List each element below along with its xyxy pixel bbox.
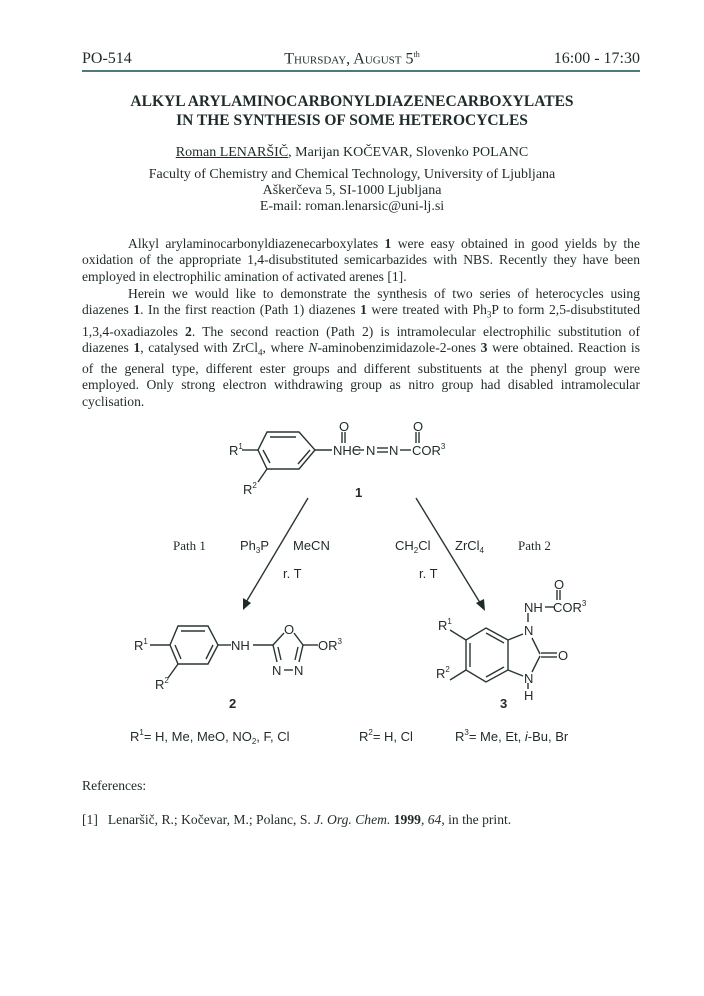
substituents-r1: $R^1= H$, Me, MeO, $NO_2$, F, Cl <box>130 728 290 746</box>
session-day-suffix: th <box>413 50 420 59</box>
co-authors: , Marijan KOČEVAR, Slovenko POLANC <box>288 145 529 160</box>
path-1-condition: r. T <box>283 566 302 581</box>
text-run: . In the first reaction (Path 1) diazenes <box>140 302 361 318</box>
compound-3-h: H <box>524 688 534 703</box>
compound-2-or3: $OR^3$ <box>318 637 342 653</box>
text-run: Herein we would like to demonstrate the synthesis of two series of heterocycles using diazenes <box>82 286 640 318</box>
reference-year: 1999 <box>393 812 421 827</box>
text-run: . The second reaction (Path 2) is intramolecular electrophilic substitution of diazenes <box>82 323 640 355</box>
compound-3-n3: N <box>524 671 534 686</box>
compound-2-n4: N <box>294 663 304 678</box>
subscript: 3 <box>486 310 492 321</box>
compound-1-r2: $R^2$ <box>243 481 257 497</box>
reference-note: , in the print. <box>441 812 512 827</box>
path-2-condition: r. T <box>419 566 438 581</box>
text-run: -aminobenzimidazole-2-ones <box>317 339 481 355</box>
compound-1-nhc: NHC <box>333 443 362 458</box>
session-day-text: Thursday, August 5 <box>284 50 414 68</box>
compound-3-carbonyl-oxygen: O <box>554 577 565 592</box>
reference-number: [1] <box>82 812 98 827</box>
compound-2-n3: N <box>272 663 282 678</box>
reference-authors: Lenaršič, R.; Kočevar, M.; Polanc, S. <box>107 812 315 827</box>
r2-bond <box>258 469 267 482</box>
compound-1-azo-n2: N <box>389 443 399 458</box>
compound-1-ester: COR$^3$ <box>412 442 446 458</box>
path-2-solvent: $CH_2Cl$ <box>395 538 431 555</box>
compound-1-oxygen-b: O <box>413 419 424 434</box>
compound-3-structure <box>450 590 560 689</box>
reference-journal: J. Org. Chem. <box>314 812 391 827</box>
substituents-r2: $R^2= H$, Cl <box>359 728 413 744</box>
compound-number: 1 <box>360 302 367 318</box>
italic-text: N <box>308 339 318 355</box>
poster-code: PO-514 <box>82 50 132 67</box>
text-run: , catalysed with ZrCl <box>140 339 258 355</box>
compound-3-r1: $R^1$ <box>438 617 452 633</box>
path-1-label: Path 1 <box>173 538 206 553</box>
references-heading: References: <box>82 778 147 793</box>
reference-volume: 64 <box>427 812 442 827</box>
text-run: were easy obtained in good yields by the oxidation of the appropriate 1,4-disubstituted semicarbazides with NBS. Recently they have been employed in electrophilic amination of activated arenes [1]. <box>82 236 640 284</box>
compound-1-benzene-ring <box>242 432 332 482</box>
title-line-2: IN THE SYNTHESIS OF SOME HETEROCYCLES <box>176 112 528 129</box>
text-run: Alkyl arylaminocarbonyldiazenecarboxylates <box>128 236 385 251</box>
compound-number: 2 <box>185 323 192 339</box>
compound-1-oxygen-a: O <box>339 419 350 434</box>
title-line-1: ALKYL ARYLAMINOCARBONYLDIAZENECARBOXYLATES <box>130 93 574 110</box>
compound-3-label: 3 <box>500 696 508 711</box>
compound-number: 1 <box>133 302 141 318</box>
compound-1-r1: $R^1$ <box>229 442 243 458</box>
compound-number: 1 <box>384 236 392 251</box>
compound-3-cor3: COR$^3$ <box>553 599 587 615</box>
compound-2-ring-oxygen: O <box>284 622 295 637</box>
text-run: , where <box>262 339 309 355</box>
compound-2-label: 2 <box>229 696 237 711</box>
compound-number: 1 <box>133 339 141 355</box>
compound-3-ring-oxygen: O <box>558 648 569 663</box>
affiliation-line-2: Aškerčeva 5, SI-1000 Ljubljana <box>262 183 442 198</box>
compound-2-r1: $R^1$ <box>134 637 148 653</box>
substituents-r3: $R^3= Me$, Et, i-Bu, Br <box>455 728 569 744</box>
compound-number: 3 <box>480 339 488 355</box>
path-2-arrowhead <box>476 599 485 611</box>
text-run: were treated with Ph <box>366 302 487 318</box>
path-1-reagent: $Ph_3P$ <box>240 538 270 555</box>
path-1-solvent: MeCN <box>293 538 330 553</box>
reference-item: [1] Lenaršič, R.; Kočevar, M.; Polanc, S. J. Org. Chem. 1999, 64, in the print. <box>82 812 512 827</box>
presenting-author: Roman LENARŠIČ <box>175 145 289 160</box>
compound-3-n1: N <box>524 623 534 638</box>
compound-1-azo-n1: N <box>366 443 376 458</box>
path-2-label: Path 2 <box>518 538 551 553</box>
compound-1-label: 1 <box>355 485 363 500</box>
affiliation-email: E-mail: roman.lenarsic@uni-lj.si <box>259 199 445 214</box>
affiliation-line-1: Faculty of Chemistry and Chemical Technology, University of Ljubljana <box>148 167 556 182</box>
subscript: 4 <box>257 347 263 358</box>
session-time: 16:00 - 17:30 <box>553 50 640 67</box>
compound-2-nh: NH <box>231 638 250 653</box>
compound-2-r2: $R^2$ <box>155 676 169 692</box>
compound-3-nh: NH <box>524 600 543 615</box>
path-2-catalyst: ZrCl$_4$ <box>455 538 484 555</box>
text-run: P to form 2,5-disubstituted 1,3,4-oxadiazoles <box>82 302 641 339</box>
text-run: were obtained. Reaction is of the general type, different ester groups and different substituents at the phenyl group were employed. Only strong electron withdrawing group as nitro group had disabled intramolecular cyclisation. <box>82 339 641 409</box>
compound-3-r2: $R^2$ <box>436 665 450 681</box>
